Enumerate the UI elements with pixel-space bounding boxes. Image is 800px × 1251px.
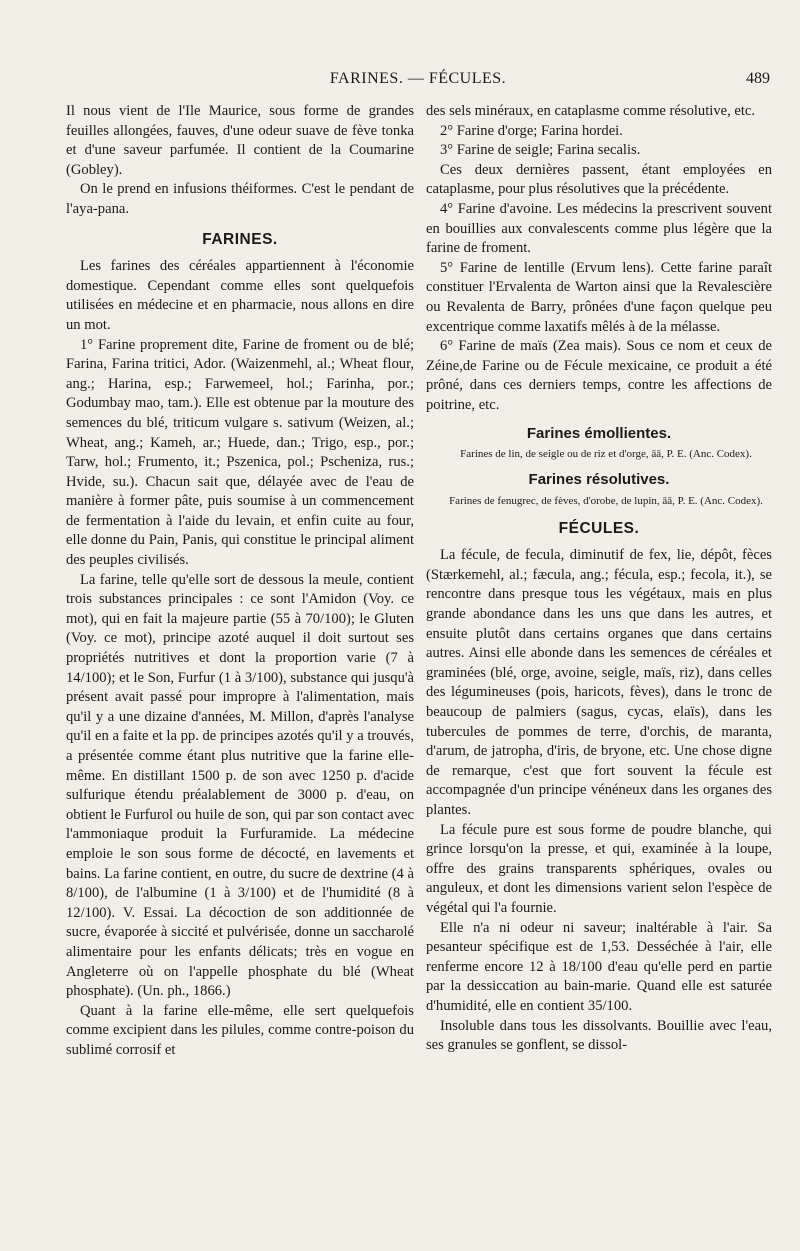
paragraph: 4° Farine d'avoine. Les médecins la prescrivent souvent en bouillies aux convalescents comme plus légère que la farine de froment. <box>426 200 772 257</box>
paragraph: 5° Farine de lentille (Ervum lens). Cette farine paraît constituer l'Ervalenta de Warton ainsi que la Revalescière ou Revalenta de Barry, prônées d'une façon quelque peu excentrique comme laxatifs mêlés à de la mélasse. <box>426 259 772 335</box>
paragraph: 6° Farine de maïs (Zea mais). Sous ce nom et ceux de Zéine,de Farine ou de Fécule mexicaine, ce produit a été prôné, dans ces derniers temps, contre les affections de poitrine, etc. <box>426 338 772 413</box>
page-number: 489 <box>746 70 770 87</box>
paragraph: Quant à la farine elle-même, elle sert quelquefois comme excipient dans les pilules, comme contre-poison du sublimé corrosif et <box>66 1002 414 1058</box>
paragraph: des sels minéraux, en cataplasme comme résolutive, etc. <box>426 103 756 119</box>
paragraph: La fécule, de fecula, diminutif de fex, lie, dépôt, fèces (Stærkemehl, al.; fæcula, ang.; fécula, esp.; fecola, it.), se rencontre dans presque tous les végétaux, mais en plus grande abondance dans les uns que dans les autres, et ensuite plutôt dans certains organes que dans certains autres. Ainsi elle abonde dans les semences de céréales et graminées (blé, orge, avoine, seigle, maïs, riz), dans celles des légumineuses (pois, haricots, fèves), dans le tronc de beaucoup de palmiers (sagus, cycas, elaïs), dans les tubercules de pommes de terre, d'orchis, de maranta, d'arum, de jatropha, d'iris, de bryone, etc. Une chose digne de remarque, c'est que fort souvent la fécule est accompagnée d'un principe vénéneux dans les organes des plantes. <box>426 547 772 818</box>
paragraph: Les farines des céréales appartiennent à l'économie domestique. Cependant comme elles sont quelquefois utilisées en médecine et en pharmacie, nous allons en dire un mot. <box>66 258 414 333</box>
running-header <box>66 70 770 94</box>
right-column <box>426 102 772 1056</box>
paragraph: Il nous vient de l'Ile Maurice, sous forme de grandes feuilles allongées, fauves, d'une odeur suave de fève tonka et d'une saveur parfumée. Il contient de la Coumarine (Gobley). <box>66 103 414 178</box>
paragraph: Insoluble dans tous les dissolvants. Bouillie avec l'eau, ses granules se gonflent, se dissol- <box>426 1017 772 1054</box>
running-title: FARINES. — FÉCULES. <box>329 70 507 87</box>
paragraph: On le prend en infusions théiformes. C'est le pendant de l'aya-pana. <box>66 181 414 217</box>
subheading-farines-emollientes: Farines émollientes. <box>526 424 672 442</box>
paragraph: 2° Farine d'orge; Farina hordei. <box>440 122 623 139</box>
left-column <box>66 102 414 1061</box>
paragraph: Ces deux dernières passent, étant employées en cataplasme, pour plus résolutives que la précédente. <box>426 161 772 198</box>
subheading-farines-resolutives: Farines résolutives. <box>528 471 670 489</box>
paragraph: La farine, telle qu'elle sort de dessous la meule, contient trois substances principales : ce sont l'Amidon (Voy. ce mot), qui en fait la majeure partie (55 à 70/100); le Gluten (Voy. ce mot), principe azoté auquel il doit surtout ses propriétés nutritives et dont la proportion varie (7 à 14/100); et le Son, Furfur (1 à 3/100), substance qui jusqu'à présent avait passé pour impropre à l'alimentation, mais qu'il y a une dizaine d'années, M. Millon, d'après l'analyse qu'il en a faite et la pp. de principes azotés qu'il y a trouvés, a présentée comme étant plus nutritive que la farine elle-même. En distillant 1500 p. de son avec 1250 p. d'acide sulfurique étendu préalablement de 3000 p. d'eau, on obtient le Furfurol ou huile de son, qui par son contact avec l'ammoniaque produit la Furfuramide. La médecine emploie le son sous forme de décocté, en lavements et bains. La farine contient, en outre, du sucre de dextrine (4 à 8/100), de l'albumine (1 à 3/100) et de l'humidité (8 à 12/100). V. Essai. La décoction de son additionnée de sucre, évaporée à siccité et pulvérisée, donne un saccharolé alimentaire pour les enfants délicats; très en vogue en Angleterre où on l'appelle phosphate du blé (Wheat phosphate). (Un. ph., 1866.) <box>66 571 414 1000</box>
section-heading-fecules: FÉCULES. <box>558 519 640 537</box>
paragraph: 1° Farine proprement dite, Farine de froment ou de blé; Farina, Farina tritici, Ador. (Waizenmehl, al.; Wheat flour, ang.; Harina, esp.; Farwemeel, hol.; Farinha, por.; Godumbay mao, tam.). Elle est obtenue par la mouture des semences du blé, triticum vulgare s. sativum (Weizen, al.; Wheat, ang.; Kameh, ar.; Huede, dan.; Trigo, esp., por.; Tarw, hol.; Frumento, it.; Pszenica, pol.; Pscheniza, rus.; Hvide, su.). Chacun sait que, délayée avec de l'eau de manière à former pâte, puis soumise à un commencement de fermentation à l'aide du levain, et enfin cuite au four, elle donne du Pain, Panis, qui constitue le principal aliment des peuples civilisés. <box>66 336 414 569</box>
paragraph: Elle n'a ni odeur ni saveur; inaltérable à l'air. Sa pesanteur spécifique est de 1,53. Desséchée à l'air, elle renferme encore 12 à 18/100 d'eau qu'elle perd en partie par la dessiccation au bain-marie. Quand elle est saturée d'humidité, elle en contient 35/100. <box>426 919 772 1014</box>
formula-line: Farines de lin, de seigle ou de riz et d'orge, āā, P. E. (Anc. Codex). <box>460 448 752 461</box>
paragraph: 3° Farine de seigle; Farina secalis. <box>440 142 641 159</box>
section-heading-farines: FARINES. <box>202 230 278 248</box>
formula-line: Farines de fenugrec, de fèves, d'orobe, de lupin, āā, P. E. (Anc. Codex). <box>449 494 763 507</box>
paragraph: La fécule pure est sous forme de poudre blanche, qui grince lorsqu'on la presse, et qui, examinée à la loupe, offre des grains transparents sphériques, ovales ou anguleux, et dont les dimensions varient selon l'espèce de végétal qui l'a fournie. <box>426 821 772 916</box>
